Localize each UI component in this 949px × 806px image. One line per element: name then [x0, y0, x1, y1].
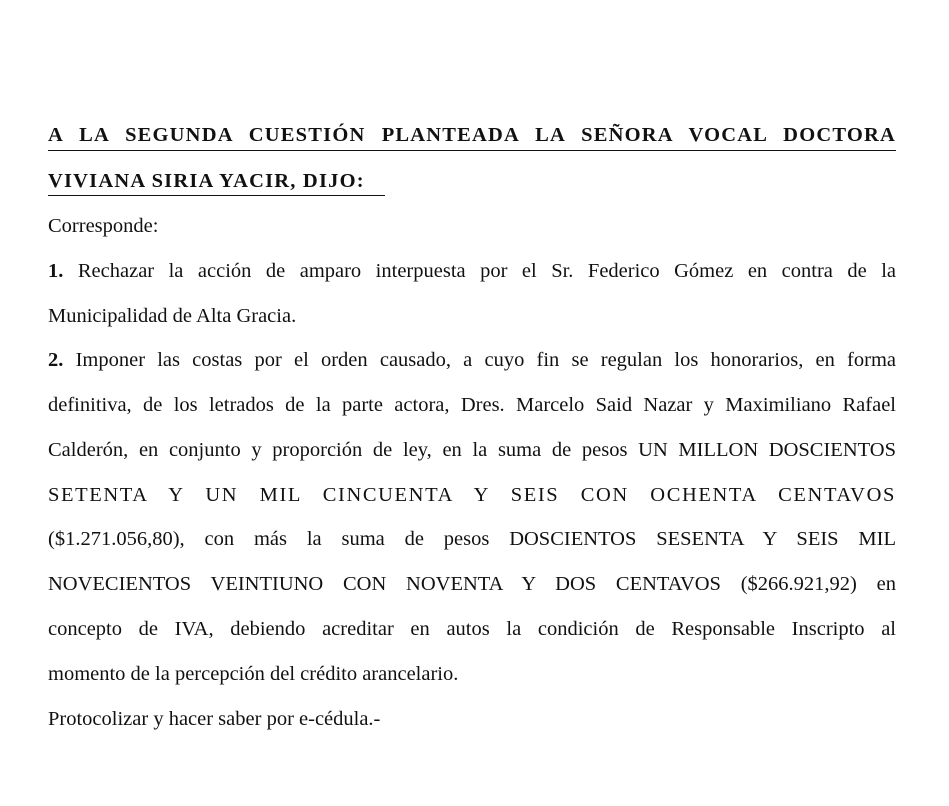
- heading-underline-1: [48, 150, 896, 151]
- item-2-number: 2.: [48, 349, 64, 371]
- item-2-line-1: [48, 348, 896, 372]
- item-1-line-1: [48, 259, 896, 283]
- item-2-line-8: momento de la percepción del crédito arancelario.: [48, 663, 459, 685]
- section-heading-line-2: VIVIANA SIRIA YACIR, DIJO:: [48, 170, 365, 192]
- section-heading-line-1: A LA SEGUNDA CUESTIÓN PLANTEADA LA SEÑORA VOCAL DOCTORA: [48, 124, 896, 146]
- closing-text: Protocolizar y hacer saber por e-cédula.-: [48, 708, 381, 730]
- item-2-line-7: concepto de IVA, debiendo acreditar en autos la condición de Responsable Inscripto al: [48, 618, 896, 640]
- item-2-line-2: definitiva, de los letrados de la parte actora, Dres. Marcelo Said Nazar y Maximiliano Rafael: [48, 394, 896, 416]
- heading-underline-2: [48, 195, 385, 196]
- item-2-line-3: Calderón, en conjunto y proporción de ley, en la suma de pesos UN MILLON DOSCIENTOS: [48, 439, 896, 461]
- item-1-number: 1.: [48, 260, 64, 282]
- item-2-line-6: NOVECIENTOS VEINTIUNO CON NOVENTA Y DOS CENTAVOS ($266.921,92) en: [48, 573, 896, 595]
- item-2-line-4: SETENTA Y UN MIL CINCUENTA Y SEIS CON OCHENTA CENTAVOS: [48, 484, 896, 506]
- item-2-line-5: ($1.271.056,80), con más la suma de pesos DOSCIENTOS SESENTA Y SEIS MIL: [48, 528, 896, 550]
- item-1-line-2: Municipalidad de Alta Gracia.: [48, 305, 297, 327]
- item-1-text-1: Rechazar la acción de amparo interpuesta por el Sr. Federico Gómez en contra de la: [77, 260, 897, 282]
- item-2-text-1: Imponer las costas por el orden causado, a cuyo fin se regulan los honorarios, en forma: [75, 349, 897, 371]
- intro-text: Corresponde:: [48, 215, 159, 237]
